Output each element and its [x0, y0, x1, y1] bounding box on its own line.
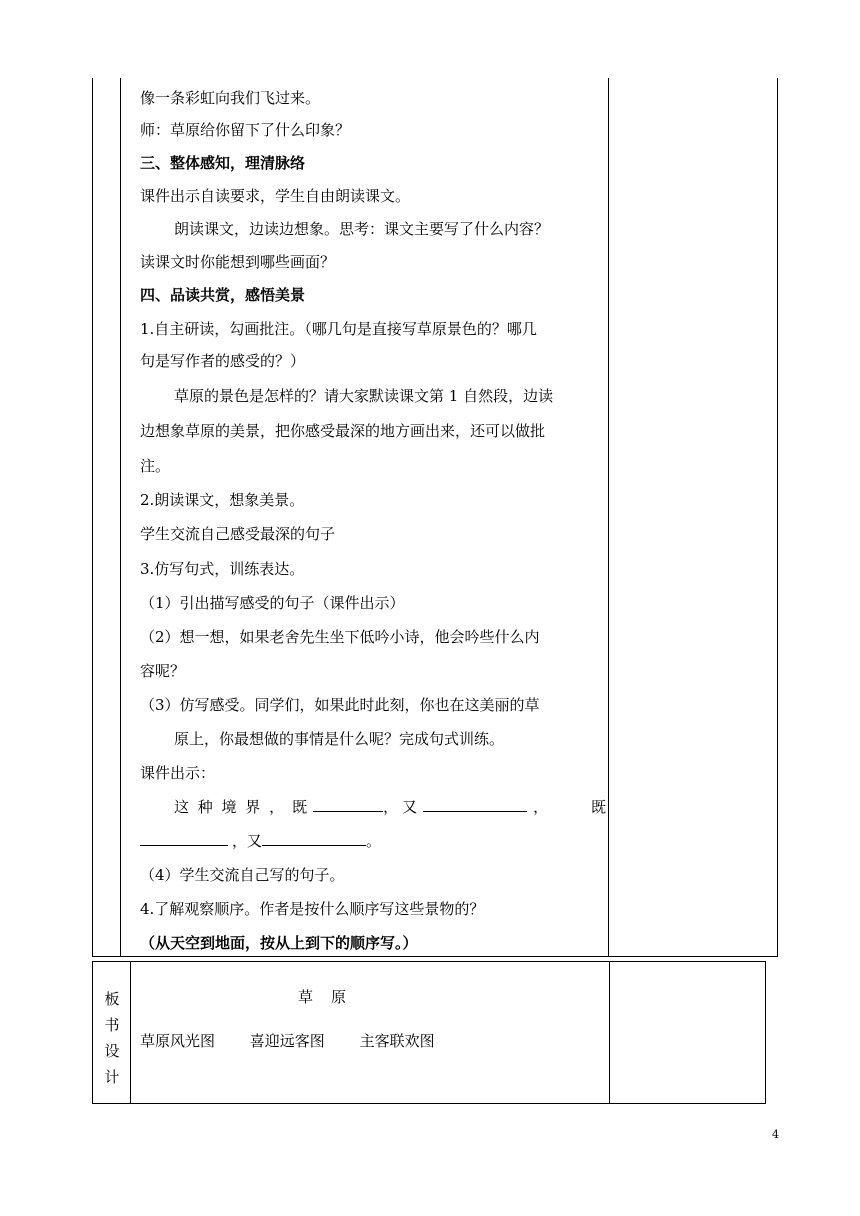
fill-word-you: 又 — [247, 832, 263, 850]
board-item: 草原风光图 — [140, 1032, 216, 1050]
fill-word-ji: 既 — [590, 798, 606, 816]
fill-comma: ， — [232, 832, 248, 850]
column-divider — [120, 78, 121, 956]
text-line: （1）引出描写感受的句子（课件出示） — [140, 594, 405, 612]
section-heading: 四、品读共赏，感悟美景 — [140, 286, 306, 304]
board-label-char: 计 — [104, 1068, 120, 1086]
text-line: 注。 — [140, 457, 171, 475]
fill-comma: ， — [383, 798, 399, 816]
text-line: （4）学生交流自己写的句子。 — [140, 866, 345, 884]
text-line: 句是写作者的感受的？） — [140, 352, 306, 370]
fill-period: 。 — [366, 832, 382, 850]
text-line: 1.自主研读，勾画批注。（哪几句是直接写草原景色的？哪几 — [140, 320, 537, 338]
blank-line[interactable] — [140, 831, 228, 846]
lesson-table — [92, 78, 778, 957]
text-line: （2）想一想，如果老舍先生坐下低吟小诗，他会吟些什么内 — [140, 628, 540, 646]
text-line: 容呢？ — [140, 662, 186, 680]
answer-note: （从天空到地面，按从上到下的顺序写。） — [140, 934, 418, 952]
board-label-char: 设 — [104, 1042, 120, 1060]
blank-line[interactable] — [423, 797, 527, 812]
board-label-char: 书 — [104, 1016, 120, 1034]
board-title: 草原 — [298, 988, 365, 1006]
fill-in-sentence-row-1 — [140, 797, 606, 817]
text-line: 草原的景色是怎样的？请大家默读课文第 1 自然段，边读 — [174, 387, 554, 405]
blank-line[interactable] — [313, 797, 383, 812]
text-line: 学生交流自己感受最深的句子 — [140, 525, 336, 543]
text-line: 朗读课文，边读边想象。思考：课文主要写了什么内容？ — [174, 220, 550, 238]
board-design-label — [100, 986, 124, 1090]
text-line: （3）仿写感受。同学们，如果此时此刻，你也在这美丽的草 — [140, 696, 540, 714]
text-line: 师：草原给你留下了什么印象？ — [140, 121, 351, 139]
text-line: 边想象草原的美景，把你感受最深的地方画出来，还可以做批 — [140, 422, 546, 440]
board-item: 主客联欢图 — [359, 1032, 435, 1050]
text-line: 原上，你最想做的事情是什么呢？完成句式训练。 — [174, 730, 505, 748]
text-line: 4.了解观察顺序。作者是按什么顺序写这些景物的？ — [140, 900, 485, 918]
column-divider — [130, 962, 131, 1103]
text-line: 课件出示自读要求，学生自由朗读课文。 — [140, 187, 411, 205]
text-line: 2.朗读课文，想象美景。 — [140, 491, 305, 509]
text-line: 3.仿写句式，训练表达。 — [140, 560, 305, 578]
fill-word-you: 又 — [402, 798, 418, 816]
fill-word-ji: 既 — [292, 798, 308, 816]
section-heading: 三、整体感知，理清脉络 — [140, 154, 306, 172]
fill-in-sentence-row-2 — [140, 831, 606, 851]
board-items — [140, 1031, 465, 1051]
fill-comma: ， — [533, 798, 549, 816]
column-divider — [609, 962, 610, 1103]
text-line: 像一条彩虹向我们飞过来。 — [140, 89, 321, 107]
page-number: 4 — [772, 1128, 779, 1141]
text-line: 课件出示： — [140, 764, 216, 782]
column-divider — [608, 78, 609, 956]
board-label-char: 板 — [104, 990, 120, 1008]
fill-lead: 这 种 境 界 ， — [174, 798, 285, 816]
blank-line[interactable] — [262, 831, 366, 846]
board-item: 喜迎远客图 — [249, 1032, 325, 1050]
text-line: 读课文时你能想到哪些画面？ — [140, 253, 336, 271]
